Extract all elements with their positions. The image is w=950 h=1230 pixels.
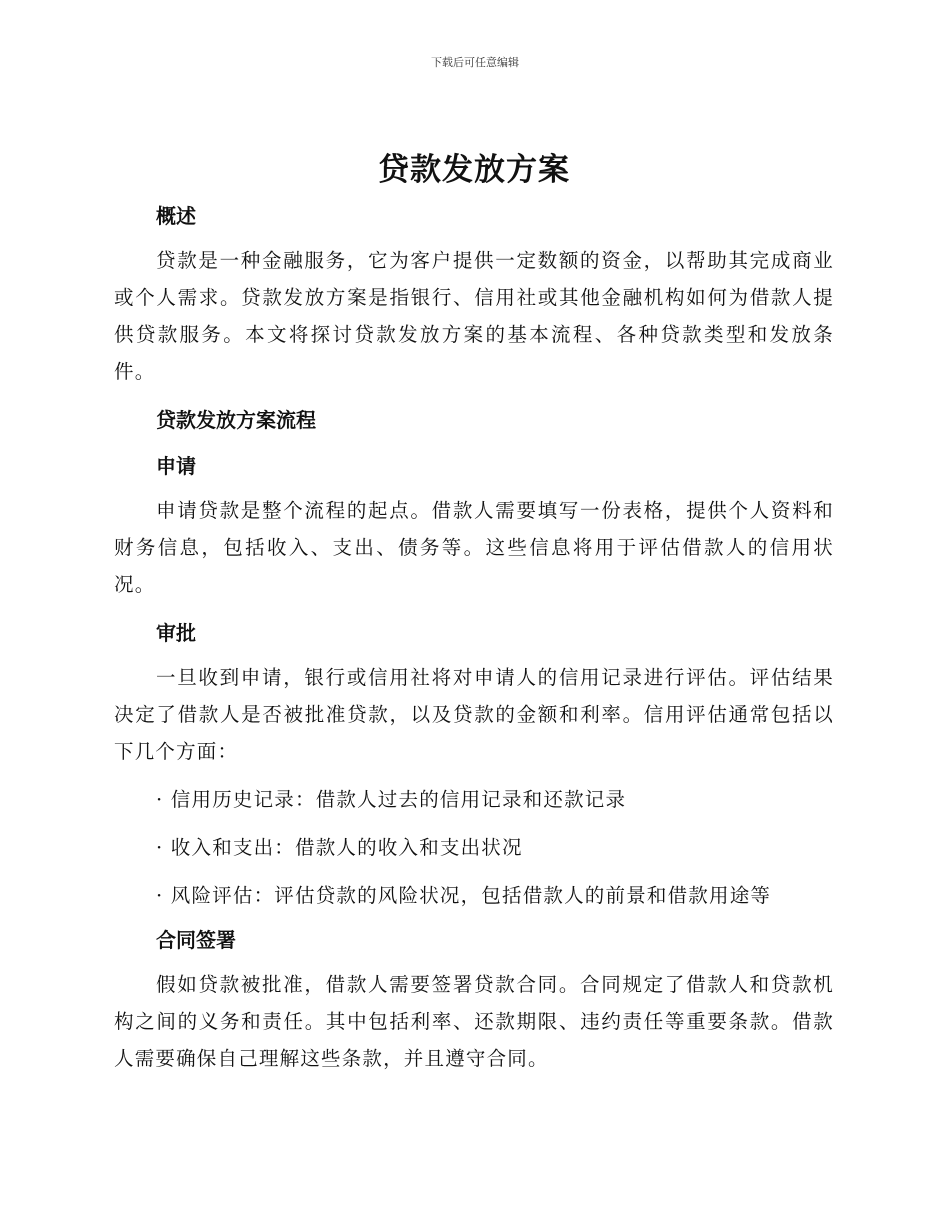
section-heading-overview: 概述	[156, 204, 196, 228]
bullet-risk-assessment: · 风险评估：评估贷款的风险状况，包括借款人的前景和借款用途等	[156, 884, 772, 907]
header-note: 下载后可任意编辑	[431, 56, 519, 69]
section-heading-approval: 审批	[156, 621, 196, 645]
section-heading-application: 申请	[156, 454, 196, 478]
section-heading-process: 贷款发放方案流程	[156, 408, 316, 432]
bullet-credit-history: · 信用历史记录：借款人过去的信用记录和还款记录	[156, 788, 627, 811]
paragraph-contract: 假如贷款被批准，借款人需要签署贷款合同。合同规定了借款人和贷款机构之间的义务和责任。其中包括利率、还款期限、违约责任等重要条款。借款人需要确保自己理解这些条款，并且遵守合同。	[114, 973, 834, 1070]
paragraph-approval: 一旦收到申请，银行或信用社将对申请人的信用记录进行评估。评估结果决定了借款人是否被批准贷款，以及贷款的金额和利率。信用评估通常包括以下几个方面：	[114, 666, 834, 763]
bullet-income-expense: · 收入和支出：借款人的收入和支出状况	[156, 836, 523, 859]
paragraph-application: 申请贷款是整个流程的起点。借款人需要填写一份表格，提供个人资料和财务信息，包括收入、支出、债务等。这些信息将用于评估借款人的信用状况。	[114, 499, 834, 596]
document-content	[114, 148, 834, 1077]
paragraph-overview: 贷款是一种金融服务，它为客户提供一定数额的资金，以帮助其完成商业或个人需求。贷款发放方案是指银行、信用社或其他金融机构如何为借款人提供贷款服务。本文将探讨贷款发放方案的基本流程、各种贷款类型和发放条件。	[114, 249, 834, 383]
section-heading-contract: 合同签署	[156, 928, 236, 952]
document-title: 贷款发放方案	[378, 152, 570, 188]
